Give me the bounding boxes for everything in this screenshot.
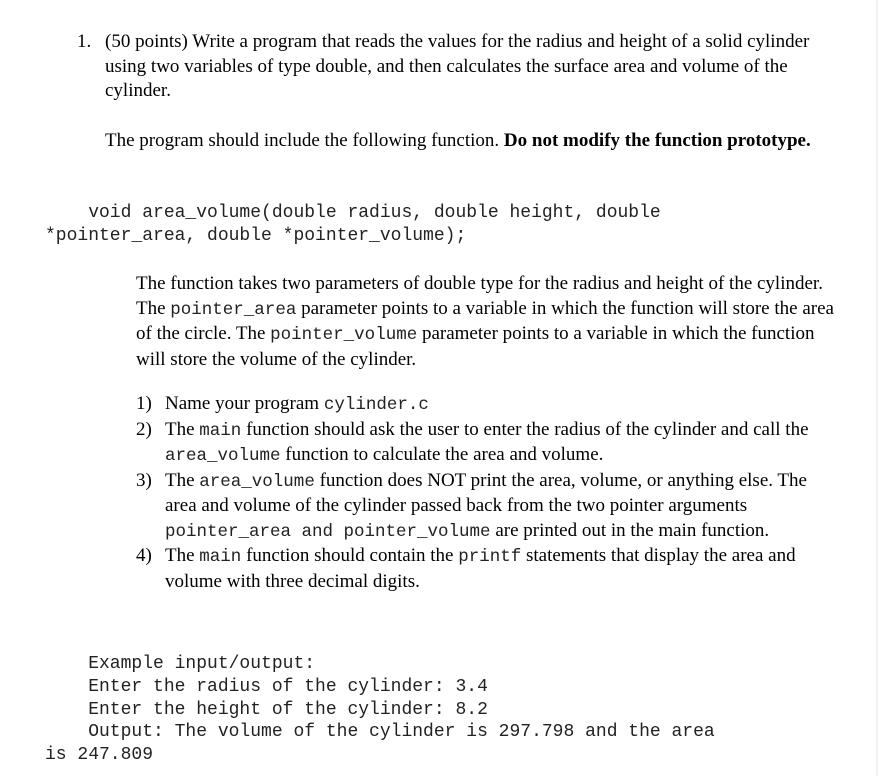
list-item-code: cylinder.c bbox=[323, 395, 429, 415]
intro-text: The program should include the following function. bbox=[105, 130, 500, 151]
description-code-pointer-volume: pointer_volume bbox=[270, 325, 418, 345]
example-line-output: Output: The volume of the cylinder is 297.798 and the area bbox=[45, 722, 715, 743]
question-points: (50 points) bbox=[105, 31, 188, 52]
list-item-text: The bbox=[165, 545, 200, 566]
description-text-2: parameter points to a variable in which the function will store the area of the circle. The bbox=[136, 297, 834, 344]
list-item-number: 2) bbox=[136, 418, 152, 440]
question-prompt bbox=[105, 30, 825, 104]
function-prototype bbox=[45, 202, 845, 248]
list-item-code: area_volume bbox=[199, 471, 315, 492]
list-item-code: area_volume bbox=[165, 446, 281, 466]
list-item-number: 4) bbox=[136, 545, 152, 566]
description-text-1: The function takes two parameters of double type for the radius and height of the cylinder. The bbox=[136, 273, 823, 319]
prototype-line-1: void area_volume(double radius, double height, double bbox=[45, 203, 661, 223]
list-item-text: statements that display the area and volume with three decimal digits. bbox=[165, 545, 796, 592]
list-item-text: The bbox=[165, 418, 200, 440]
list-item-text: The bbox=[165, 469, 200, 491]
list-item-code: printf bbox=[458, 547, 522, 567]
description-text-3: parameter points to a variable in which the function will store the volume of the cylinder. bbox=[136, 323, 815, 370]
list-item-text: function should ask the user to enter the radius of the cylinder and call the bbox=[241, 418, 809, 440]
example-io bbox=[45, 653, 845, 767]
list-item-code: main bbox=[199, 547, 242, 567]
list-item-text: Name your program bbox=[165, 393, 324, 414]
list-item-number: 3) bbox=[136, 469, 152, 491]
function-intro bbox=[105, 129, 825, 154]
list-item-text: function to calculate the area and volume. bbox=[280, 444, 604, 465]
list-item bbox=[136, 544, 836, 594]
list-item-code: main bbox=[199, 420, 242, 441]
intro-bold-warning: Do not modify the function prototype. bbox=[503, 130, 811, 151]
list-item-text: function should contain the bbox=[241, 545, 459, 566]
example-line-radius: Enter the radius of the cylinder: 3.4 bbox=[45, 676, 488, 697]
requirements-list bbox=[136, 392, 836, 594]
list-item bbox=[136, 469, 836, 545]
list-item-number: 1) bbox=[136, 393, 152, 414]
example-line-output-cont: is 247.809 bbox=[45, 745, 154, 766]
question-text: Write a program that reads the values for the radius and height of a solid cylinder using two variables of type double, and then calculates the surface area and volume of the cylinder. bbox=[105, 31, 810, 101]
example-heading: Example input/output: bbox=[45, 654, 316, 674]
list-item-text: function does NOT print the area, volume, or anything else. The area and volume of the cylinder passed back from the two pointer arguments bbox=[165, 469, 807, 516]
list-item bbox=[136, 392, 836, 418]
list-item bbox=[136, 418, 836, 469]
example-line-height: Enter the height of the cylinder: 8.2 bbox=[45, 699, 488, 720]
function-description bbox=[136, 272, 836, 372]
question-number: 1. bbox=[77, 31, 92, 52]
list-item-text: are printed out in the main function. bbox=[490, 519, 770, 541]
description-code-pointer-area: pointer_area bbox=[170, 299, 297, 320]
prototype-line-2: *pointer_area, double *pointer_volume); bbox=[45, 226, 467, 246]
list-item-code: pointer_area and pointer_volume bbox=[165, 521, 491, 542]
